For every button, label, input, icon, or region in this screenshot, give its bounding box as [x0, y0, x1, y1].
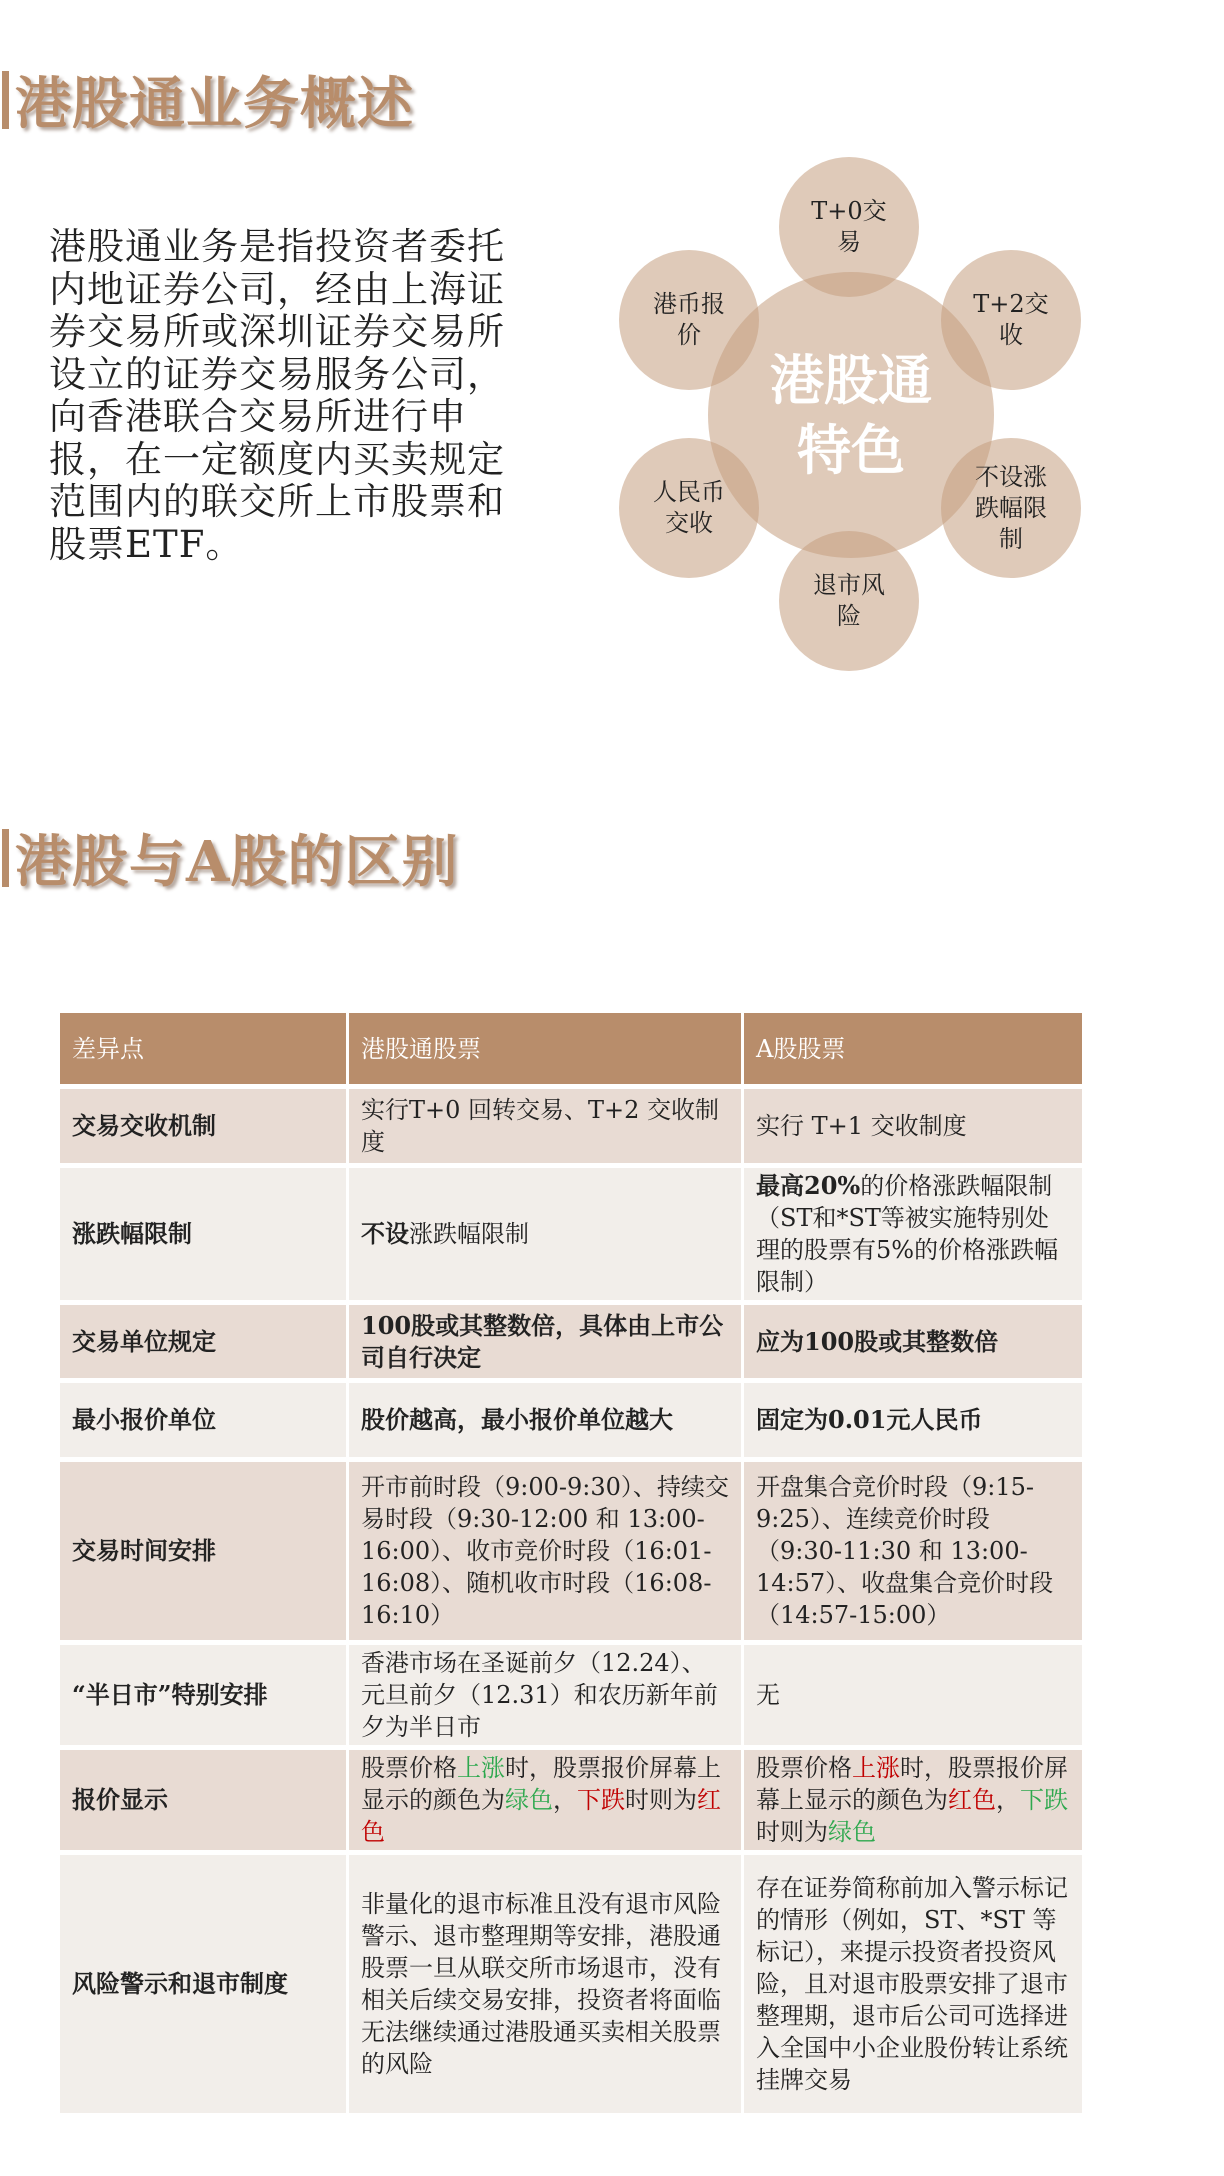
text: 涨跌幅限制: [409, 1220, 529, 1248]
diagram-center-label: 港股通特色: [770, 348, 932, 482]
hk-cell: 香港市场在圣诞前夕（12.24）、元旦前夕（12.31）和农历新年前夕为半日市: [349, 1645, 744, 1745]
table-header-row: [60, 1013, 1082, 1084]
text: 时则为: [756, 1818, 828, 1846]
text-up: 上涨: [852, 1754, 900, 1782]
header-cell: 港股通股票: [349, 1013, 744, 1084]
intro-paragraph: 港股通业务是指投资者委托内地证券公司，经由上海证券交易所或深圳证券交易所设立的证券交易服务公司，向香港联合交易所进行申报，在一定额度内买卖规定范围内的联交所上市股票和股票ETF。: [49, 225, 505, 566]
header-cell: 差异点: [60, 1013, 349, 1084]
text: 时，股票报价屏幕上显示的颜色为: [756, 1754, 1068, 1814]
diagram-item-label: 港币报价: [653, 290, 725, 349]
diagram-item: [941, 438, 1081, 578]
text-down: 下跌: [1020, 1786, 1068, 1814]
text: 的价格涨跌幅限制（ST和*ST等被实施特别处理的股票有5%的价格涨跌幅限制）: [756, 1172, 1059, 1296]
section-title-differences: [0, 818, 458, 898]
text-down: 下跌: [577, 1786, 625, 1814]
title-accent-bar: [2, 71, 9, 129]
row-label: 报价显示: [60, 1750, 349, 1850]
a-share-cell: 实行 T+1 交收制度: [744, 1089, 1082, 1163]
table-row: [60, 1305, 1082, 1378]
a-share-cell: 应为100股或其整数倍: [744, 1305, 1082, 1378]
diagram-item: [779, 531, 919, 671]
text-bold: 最高20%: [756, 1171, 861, 1200]
hk-cell: 100股或其整数倍，具体由上市公司自行决定: [349, 1305, 744, 1378]
row-label: 交易交收机制: [60, 1089, 349, 1163]
table-row: [60, 1462, 1082, 1640]
hk-cell: 非量化的退市标准且没有退市风险警示、退市整理期等安排，港股通股票一旦从联交所市场退市，没有相关后续交易安排，投资者将面临无法继续通过港股通买卖相关股票的风险: [349, 1855, 744, 2113]
text: ，: [553, 1786, 577, 1814]
row-label: 交易单位规定: [60, 1305, 349, 1378]
table-row: [60, 1855, 1082, 2113]
diagram-item-label: T+2交收: [973, 290, 1049, 349]
diagram-item: [619, 438, 759, 578]
a-share-cell: [744, 1168, 1082, 1300]
a-share-cell: 固定为0.01元人民币: [744, 1383, 1082, 1457]
hk-cell: 实行T+0 回转交易、T+2 交收制度: [349, 1089, 744, 1163]
text-bold: 不设: [361, 1219, 409, 1248]
text-red: 红色: [948, 1786, 996, 1814]
text-green: 绿色: [505, 1786, 553, 1814]
hk-cell: 股价越高，最小报价单位越大: [349, 1383, 744, 1457]
hk-cell: 开市前时段（9:00-9:30）、持续交易时段（9:30-12:00 和 13:00-16:00）、收市竞价时段（16:01-16:08）、随机收市时段（16:08-16:10）: [349, 1462, 744, 1640]
section-title-text: 港股通业务概述: [15, 71, 414, 137]
title-accent-bar: [2, 829, 9, 887]
diagram-item-label: T+0交易: [811, 197, 887, 256]
row-label: 交易时间安排: [60, 1462, 349, 1640]
text: 股票价格: [756, 1754, 852, 1782]
diagram-item-label: 不设涨跌幅限制: [975, 462, 1047, 553]
a-share-cell: 无: [744, 1645, 1082, 1745]
header-cell: A股股票: [744, 1013, 1082, 1084]
text: ，: [996, 1786, 1020, 1814]
diagram-item-label: 人民币交收: [653, 478, 725, 537]
text-up: 上涨: [457, 1754, 505, 1782]
row-label: “半日市”特别安排: [60, 1645, 349, 1745]
table-row: [60, 1750, 1082, 1850]
diagram-item-label: 退市风险: [813, 571, 885, 630]
hk-cell: [349, 1750, 744, 1850]
section-title-overview: [0, 60, 414, 140]
table-row: [60, 1645, 1082, 1745]
a-share-cell: [744, 1750, 1082, 1850]
comparison-table: [60, 1008, 1082, 2118]
text: 股票价格: [361, 1754, 457, 1782]
text-green: 绿色: [828, 1818, 876, 1846]
table-row: [60, 1089, 1082, 1163]
diagram-item: [779, 157, 919, 297]
text-red: 红色: [361, 1786, 721, 1846]
a-share-cell: 开盘集合竞价时段（9:15-9:25）、连续竞价时段（9:30-11:30 和 13:00-14:57）、收盘集合竞价时段（14:57-15:00）: [744, 1462, 1082, 1640]
text: 时则为: [625, 1786, 697, 1814]
diagram-item: [619, 250, 759, 390]
table-row: [60, 1168, 1082, 1300]
hk-cell: [349, 1168, 744, 1300]
a-share-cell: 存在证券简称前加入警示标记的情形（例如，ST、*ST 等标记），来提示投资者投资风险，且对退市股票安排了退市整理期，退市后公司可选择进入全国中小企业股份转让系统挂牌交易: [744, 1855, 1082, 2113]
text: 时，股票报价屏幕上显示的颜色为: [361, 1754, 721, 1814]
row-label: 风险警示和退市制度: [60, 1855, 349, 2113]
diagram-item: [941, 250, 1081, 390]
row-label: 涨跌幅限制: [60, 1168, 349, 1300]
row-label: 最小报价单位: [60, 1383, 349, 1457]
table-row: [60, 1383, 1082, 1457]
section-title-text: 港股与A股的区别: [15, 829, 459, 895]
